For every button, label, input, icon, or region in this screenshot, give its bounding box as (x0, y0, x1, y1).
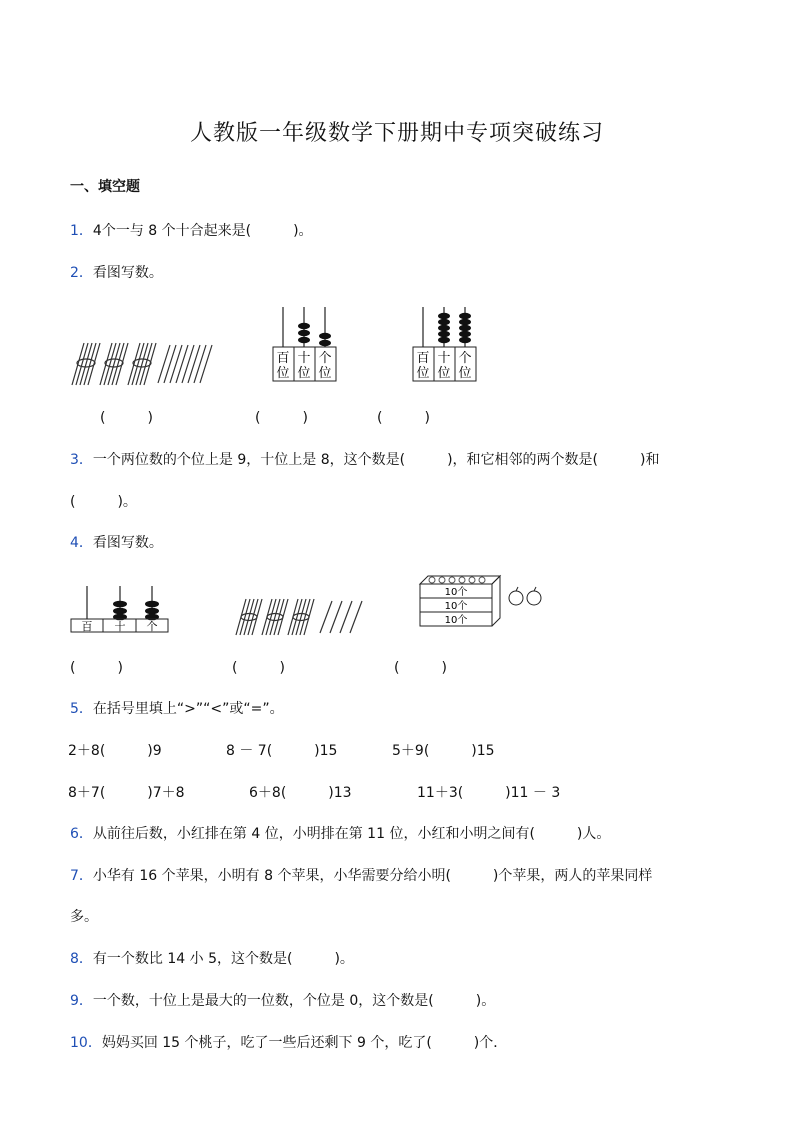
label-wei: 位 (318, 366, 332, 381)
question-number: 2． (70, 265, 93, 281)
crate-label: 10个 (444, 601, 468, 612)
comparison-item: 11＋3( )11 － 3 (417, 785, 561, 801)
question-text: 从前往后数，小红排在第 4 位，小明排在第 11 位，小红和小明之间有( )人。 (92, 826, 611, 842)
stick-bundles-figure (70, 335, 220, 395)
question-number: 1． (70, 223, 93, 239)
question-number: 10． (70, 1035, 102, 1051)
label-shi: 十 (114, 620, 126, 633)
question-7-continued: 多。 (70, 909, 98, 925)
comparison-item: 6＋8( )13 (249, 785, 352, 801)
question-number: 9． (70, 993, 93, 1009)
label-bai: 百 (81, 620, 93, 633)
apple-icon (509, 587, 541, 605)
question-text: 有一个数比 14 小 5，这个数是( )。 (92, 951, 354, 967)
answer-blank[interactable]: ( ) (377, 410, 430, 426)
label-wei: 位 (416, 366, 430, 381)
page-title: 人教版一年级数学下册期中专项突破练习 (189, 121, 604, 146)
question-text: 小华有 16 个苹果，小明有 8 个苹果，小华需要分给小明( )个苹果，两人的苹果同样 (92, 868, 653, 884)
question-number: 3． (70, 452, 93, 468)
question-number: 7． (70, 868, 93, 884)
label-wei: 位 (437, 366, 451, 381)
stick-bundles-figure-2 (234, 595, 374, 640)
answer-blank[interactable]: ( ) (394, 660, 447, 676)
answer-blank[interactable]: ( ) (232, 660, 285, 676)
question-1 (70, 220, 313, 240)
question-5 (70, 698, 284, 718)
question-number: 8． (70, 951, 93, 967)
label-ge: 个 (146, 620, 158, 633)
comparison-item: 8＋7( )7＋8 (68, 785, 185, 801)
question-10 (70, 1032, 507, 1052)
comparison-item: 8 － 7( )15 (226, 743, 338, 759)
question-3-continued: ( )。 (70, 494, 137, 510)
abacus-figure-1 (272, 305, 338, 385)
question-text: 在括号里填上“>”“<”或“=”。 (92, 701, 284, 717)
label-ge: 个 (318, 351, 332, 366)
question-4 (70, 532, 163, 552)
question-9 (70, 990, 495, 1010)
section-heading: 一、填空题 (70, 179, 140, 195)
abacus-figure-2 (412, 305, 478, 385)
question-number: 6． (70, 826, 93, 842)
abacus-figure-3 (70, 584, 170, 634)
label-ge: 个 (458, 351, 472, 366)
question-text: 看图写数。 (92, 265, 163, 281)
question-text: 妈妈买回 15 个桃子，吃了一些后还剩下 9 个，吃了( )个． (101, 1035, 508, 1051)
answer-blank[interactable]: ( ) (255, 410, 308, 426)
label-bai: 百 (276, 351, 290, 366)
comparison-item: 5＋9( )15 (392, 743, 495, 759)
question-text: 一个数，十位上是最大的一位数，个位是 0，这个数是( )。 (92, 993, 496, 1009)
question-7 (70, 865, 652, 885)
label-shi: 十 (437, 351, 451, 366)
label-wei: 位 (276, 366, 290, 381)
label-shi: 十 (297, 351, 311, 366)
question-text: 一个两位数的个位上是 9，十位上是 8，这个数是( )，和它相邻的两个数是( )和 (92, 452, 660, 468)
question-number: 4． (70, 535, 93, 551)
crate-label: 10个 (444, 587, 468, 598)
label-wei: 位 (297, 366, 311, 381)
crate-label: 10个 (444, 615, 468, 626)
label-wei: 位 (458, 366, 472, 381)
question-3 (70, 449, 659, 469)
question-2 (70, 262, 163, 282)
question-text: 看图写数。 (92, 535, 163, 551)
question-number: 5． (70, 701, 93, 717)
question-6 (70, 823, 610, 843)
answer-blank[interactable]: ( ) (70, 660, 123, 676)
label-bai: 百 (416, 351, 430, 366)
answer-blank[interactable]: ( ) (100, 410, 153, 426)
comparison-item: 2＋8( )9 (68, 743, 162, 759)
question-text: 4个一与 8 个十合起来是( )。 (92, 223, 313, 239)
apple-crates-figure (418, 572, 553, 634)
question-8 (70, 948, 354, 968)
